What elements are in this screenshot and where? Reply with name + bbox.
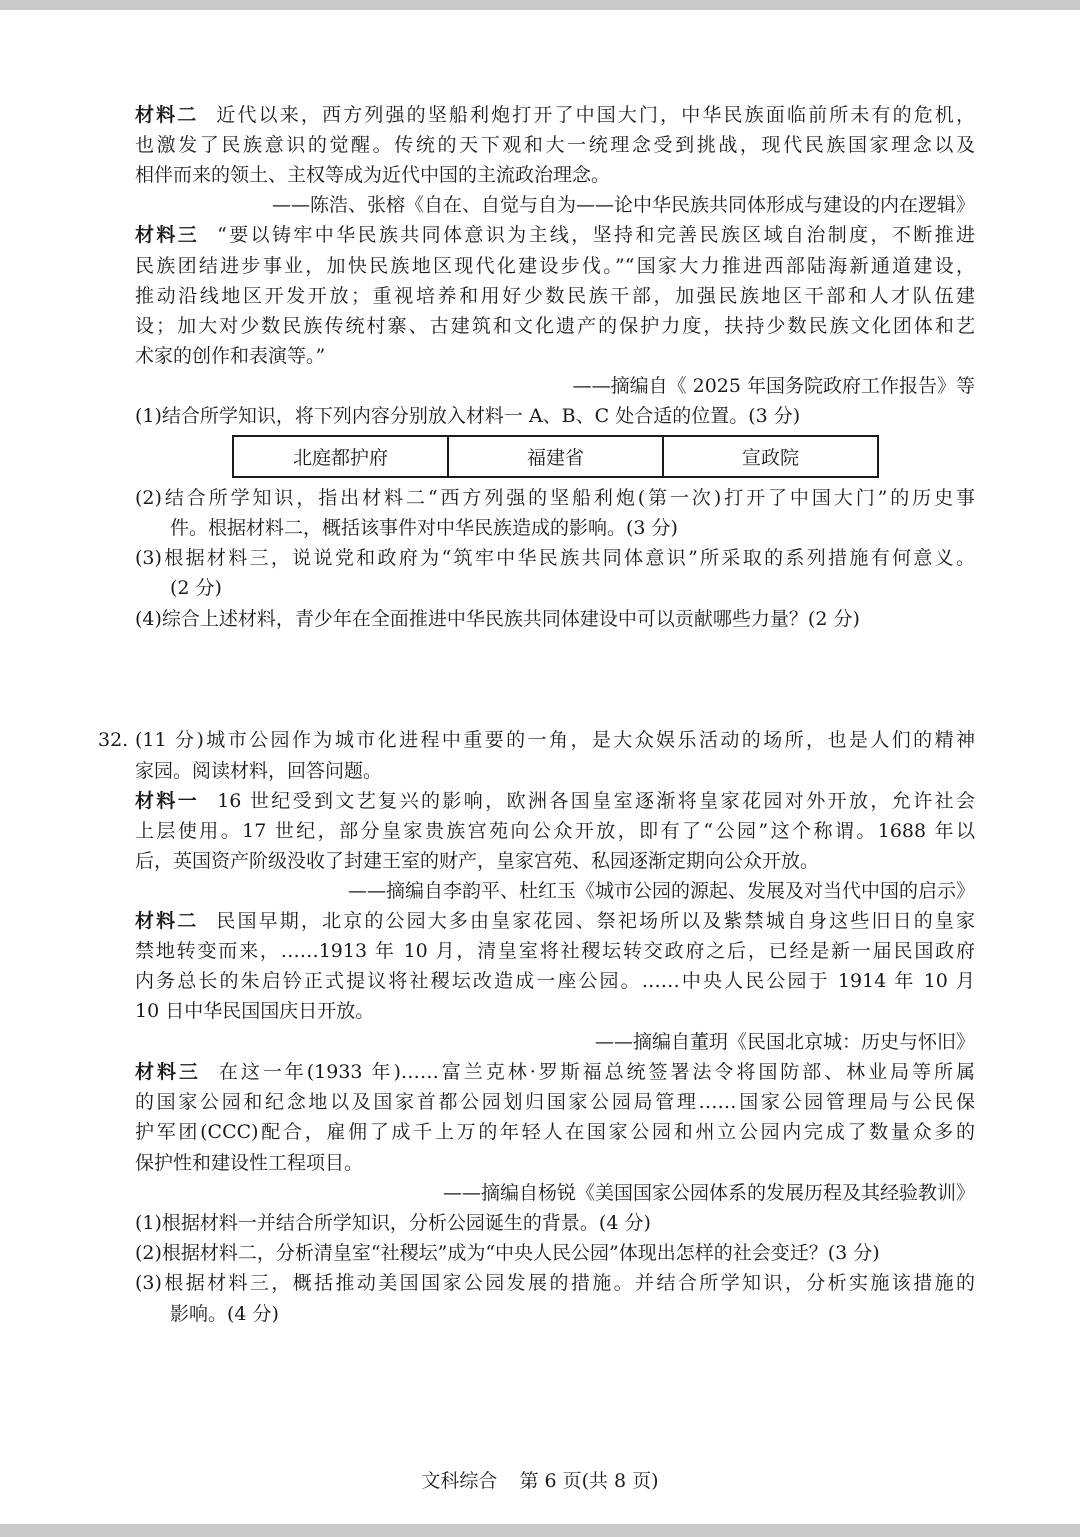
option-cell: 宣政院	[663, 436, 878, 477]
s32-material1-line-2: 上层使用。17 世纪，部分皇家贵族宫苑向公众开放，即有了“公园”这个称谓。1688 年以	[135, 820, 975, 842]
s32-material3-line-3: 护军团(CCC)配合，雇佣了成千上万的年轻人在国家公园和州立公园内完成了数量众多的	[135, 1121, 975, 1143]
s32-material1-line-3: 后，英国资产阶级没收了封建王室的财产，皇家宫苑、私园逐渐定期向公众开放。	[135, 850, 820, 872]
s31-options-table	[232, 435, 879, 478]
s31-material3-line-4: 设；加大对少数民族传统村寨、古建筑和文化遗产的保护力度，扶持少数民族文化团体和艺	[135, 315, 975, 337]
s32-material3-source: ——摘编自杨锐《美国国家公园体系的发展历程及其经验教训》	[442, 1182, 975, 1204]
s32-question-2: (2)根据材料二，分析清皇室“社稷坛”成为“中央人民公园”体现出怎样的社会变迁？(3 分)	[135, 1242, 880, 1264]
s32-material2-line-1: 材料二 民国早期，北京的公园大多由皇家花园、祭祀场所以及紫禁城自身这些旧日的皇家	[135, 910, 975, 932]
s31-material3-label: 材料三	[135, 224, 200, 246]
page-bottom-edge	[0, 1524, 1080, 1537]
s31-material2-line-3: 相伴而来的领土、主权等成为近代中国的主流政治理念。	[135, 164, 611, 186]
s31-material3-line-1: 材料三 “要以铸牢中华民族共同体意识为主线，坚持和完善民族区域自治制度，不断推进	[135, 224, 975, 246]
s32-question-number: 32.	[98, 729, 129, 751]
option-cell: 北庭都护府	[233, 436, 448, 477]
s32-material3-line-4: 保护性和建设性工程项目。	[135, 1152, 364, 1174]
s32-material2-line-3: 内务总长的朱启钤正式提议将社稷坛改造成一座公园。……中央人民公园于 1914 年 10 月	[135, 970, 975, 992]
s32-material1-source: ——摘编自李韵平、杜红玉《城市公园的源起、发展及对当代中国的启示》	[347, 880, 975, 902]
footer-page-number: 第 6 页(共 8 页)	[519, 1470, 659, 1492]
s31-material3-line-3: 推动沿线地区开发开放；重视培养和用好少数民族干部，加强民族地区干部和人才队伍建	[135, 285, 975, 307]
s31-material3-line-2: 民族团结进步事业，加快民族地区现代化建设步伐。”“国家大力推进西部陆海新通道建设，	[135, 255, 975, 277]
s32-intro-line-2: 家园。阅读材料，回答问题。	[135, 760, 383, 782]
footer-subject: 文科综合	[421, 1470, 498, 1492]
s32-question-3-line-2: 影响。(4 分)	[170, 1303, 279, 1325]
page-footer	[0, 1466, 1080, 1496]
s32-question-1: (1)根据材料一并结合所学知识，分析公园诞生的背景。(4 分)	[135, 1212, 651, 1234]
s32-material2-source: ——摘编自董玥《民国北京城：历史与怀旧》	[594, 1031, 975, 1053]
s31-question-4: (4)综合上述材料，青少年在全面推进中华民族共同体建设中可以贡献哪些力量？(2 分)	[135, 608, 860, 630]
s31-material3-line-5: 术家的创作和表演等。”	[135, 345, 326, 367]
s31-question-2-line-2: 件。根据材料二，概括该事件对中华民族造成的影响。(3 分)	[170, 517, 678, 539]
s31-material2-line-1: 材料二 近代以来，西方列强的坚船利炮打开了中国大门，中华民族面临前所未有的危机，	[135, 104, 975, 126]
s32-question-3-line-1: (3)根据材料三，概括推动美国国家公园发展的措施。并结合所学知识，分析实施该措施的	[135, 1272, 975, 1294]
s32-material2-line-2: 禁地转变而来，……1913 年 10 月，清皇室将社稷坛转交政府之后，已经是新一届民国政府	[135, 940, 975, 962]
s32-material1-line-1: 材料一 16 世纪受到文艺复兴的影响，欧洲各国皇室逐渐将皇家花园对外开放，允许社会	[135, 790, 975, 812]
s32-material3-label: 材料三	[135, 1061, 201, 1083]
s31-question-1: (1)结合所学知识，将下列内容分别放入材料一 A、B、C 处合适的位置。(3 分)	[135, 405, 801, 427]
s32-material2-label: 材料二	[135, 910, 199, 932]
s32-material1-label: 材料一	[135, 790, 200, 812]
s32-material3-line-1: 材料三 在这一年(1933 年)……富兰克林·罗斯福总统签署法令将国防部、林业局等所属	[135, 1061, 975, 1083]
s31-question-3-line-1: (3)根据材料三，说说党和政府为“筑牢中华民族共同体意识”所采取的系列措施有何意义。	[135, 547, 975, 569]
s32-intro-line-1: (11 分)城市公园作为城市化进程中重要的一角，是大众娱乐活动的场所，也是人们的精神	[135, 729, 975, 751]
s31-material3-source: ——摘编自《 2025 年国务院政府工作报告》等	[572, 375, 975, 397]
s32-material2-line-4: 10 日中华民国国庆日开放。	[135, 1000, 375, 1022]
s31-question-3-line-2: (2 分)	[170, 577, 222, 599]
s32-material3-line-2: 的国家公园和纪念地以及国家首都公园划归国家公园局管理……国家公园管理局与公民保	[135, 1091, 975, 1113]
s31-material2-label: 材料二	[135, 104, 199, 126]
option-cell: 福建省	[448, 436, 663, 477]
s31-material2-line-2: 也激发了民族意识的觉醒。传统的天下观和大一统理念受到挑战，现代民族国家理念以及	[135, 134, 975, 156]
s31-material2-source: ——陈浩、张榕《自在、自觉与自为——论中华民族共同体形成与建设的内在逻辑》	[271, 194, 975, 216]
s31-question-2-line-1: (2)结合所学知识，指出材料二“西方列强的坚船利炮(第一次)打开了中国大门”的历史事	[135, 487, 975, 509]
